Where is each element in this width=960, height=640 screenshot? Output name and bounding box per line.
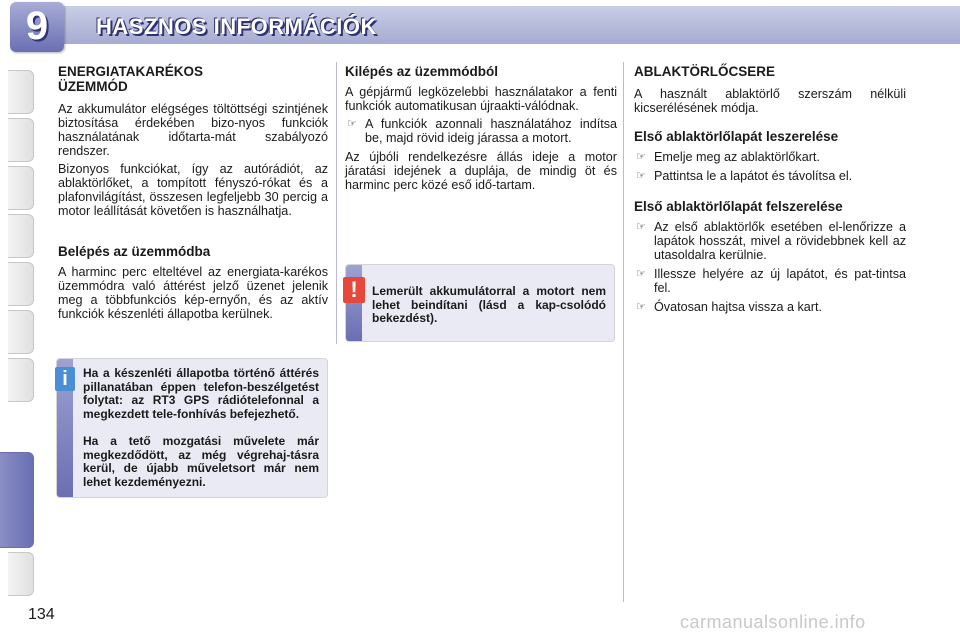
chapter-tab-active[interactable] bbox=[0, 452, 34, 548]
chapter-tab[interactable] bbox=[8, 552, 34, 596]
bullet-item bbox=[634, 300, 906, 314]
chapter-tab[interactable] bbox=[8, 166, 34, 210]
paragraph: Az újbóli rendelkezésre állás ideje a motor járatási idejének a duplája, de mindig öt és harminc perc közé eső idő-tartam. bbox=[345, 150, 617, 192]
paragraph: A harminc perc elteltével az energiata-karékos üzemmódra való áttérést jelző üzenet jelenik meg a többfunkciós kép-ernyőn, és az aktív funkciók készenléti állapotba kerülnek. bbox=[58, 265, 328, 321]
info-text: Ha a tető mozgatási művelete már megkezdődött, az még végrehaj-tásra kerül, de újabb műveletsort már nem lehet kezdeményezni. bbox=[83, 434, 319, 489]
bullet-text: Pattintsa le a lapátot és távolítsa el. bbox=[654, 169, 853, 183]
subsection-title-removal: Első ablaktörlőlapát leszerelése bbox=[634, 129, 839, 144]
chapter-tab[interactable] bbox=[8, 358, 34, 402]
bullet-item bbox=[345, 117, 617, 145]
chapter-number: 9 bbox=[25, 4, 49, 48]
pointing-hand-icon: ☞ bbox=[636, 268, 646, 280]
page-header bbox=[0, 0, 960, 50]
pointing-hand-icon: ☞ bbox=[347, 118, 357, 130]
chapter-tab[interactable] bbox=[8, 262, 34, 306]
chapter-tab[interactable] bbox=[8, 310, 34, 354]
bullet-text: Illessze helyére az új lapátot, és pat-tintsa fel. bbox=[654, 267, 906, 295]
bullet-item bbox=[634, 220, 906, 262]
watermark[interactable]: carmanualsonline.info bbox=[680, 612, 866, 632]
bullet-item bbox=[634, 150, 906, 164]
warning-callout bbox=[345, 264, 615, 342]
pointing-hand-icon: ☞ bbox=[636, 151, 646, 163]
column-exiting-mode bbox=[345, 64, 617, 196]
info-callout bbox=[56, 358, 328, 498]
section-title-energy-saving: ENERGIATAKARÉKOS ÜZEMMÓD bbox=[58, 64, 204, 94]
pointing-hand-icon: ☞ bbox=[636, 221, 646, 233]
page-title: HASZNOS INFORMÁCIÓK bbox=[96, 14, 377, 39]
info-text: Ha a készenléti állapotba történő áttérés pillanatában éppen telefon-beszélgetést folytat: az RT3 GPS rádiótelefonnal a megkezdett tele-fonhívás befejezhető. bbox=[83, 366, 319, 421]
pointing-hand-icon: ☞ bbox=[636, 170, 646, 182]
bullet-item bbox=[634, 169, 906, 183]
paragraph: Az akkumulátor elégséges töltöttségi szintjének biztosítása érdekében bizo-nyos funkciók használatának időtarta-mát szabályozó rendszer. bbox=[58, 102, 328, 158]
paragraph: A használt ablaktörlő szerszám nélküli kicserélésének módja. bbox=[634, 87, 906, 115]
page-number: 134 bbox=[28, 606, 55, 623]
warning-text: Lemerült akkumulátorral a motort nem lehet beindítani (lásd a kap-csolódó bekezdést). bbox=[372, 284, 606, 325]
warning-icon: ! bbox=[343, 277, 365, 303]
paragraph: A gépjármű legközelebbi használatakor a fenti funkciók automatikusan újraakti-válódnak. bbox=[345, 85, 617, 113]
paragraph: Bizonyos funkciókat, így az autórádiót, az ablaktörlőket, a tompított fényszó-rókat és a plafonvilágítást, összesen legfeljebb 30 percig a motor leállítását követően is használhatja. bbox=[58, 162, 328, 218]
pointing-hand-icon: ☞ bbox=[636, 301, 646, 313]
column-wiper-replacement bbox=[634, 64, 906, 319]
column-divider bbox=[623, 62, 624, 602]
chapter-tab[interactable] bbox=[8, 118, 34, 162]
column-energy-saving bbox=[58, 64, 328, 325]
bullet-text: Az első ablaktörlők esetében el-lenőrizze a lapátok hosszát, mivel a rövidebbnek kell az utasoldalra kerülnie. bbox=[654, 220, 906, 262]
bullet-text: Emelje meg az ablaktörlőkart. bbox=[654, 150, 820, 164]
column-divider bbox=[336, 62, 337, 344]
section-title-entering-mode: Belépés az üzemmódba bbox=[58, 244, 211, 259]
chapter-badge bbox=[10, 2, 64, 52]
subsection-title-installation: Első ablaktörlőlapát felszerelése bbox=[634, 199, 843, 214]
chapter-tab[interactable] bbox=[8, 70, 34, 114]
bullet-item bbox=[634, 267, 906, 295]
chapter-tab[interactable] bbox=[8, 214, 34, 258]
bullet-text: Óvatosan hajtsa vissza a kart. bbox=[654, 300, 822, 314]
chapter-tabs bbox=[0, 60, 34, 580]
info-icon: i bbox=[55, 367, 75, 391]
section-title-wiper-replacement: ABLAKTÖRLŐCSERE bbox=[634, 64, 775, 79]
bullet-text: A funkciók azonnali használatához indítsa be, majd rövid ideig járassa a motort. bbox=[365, 117, 617, 145]
section-title-exiting-mode: Kilépés az üzemmódból bbox=[345, 64, 499, 79]
